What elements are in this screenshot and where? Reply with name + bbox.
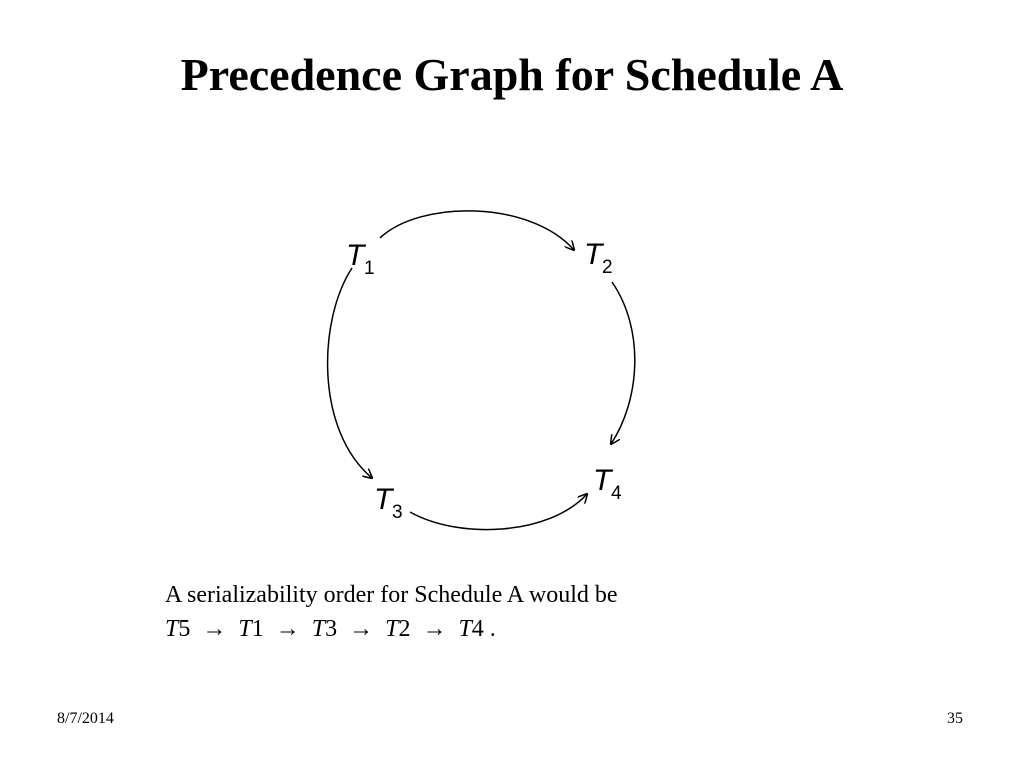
node-t4-letter: T <box>593 464 612 497</box>
edge-t1-t2 <box>380 211 574 250</box>
slide-page-number: 35 <box>947 710 963 727</box>
node-t3-subscript: 3 <box>392 502 403 523</box>
node-t3 <box>374 483 403 523</box>
node-t2-subscript: 2 <box>602 257 613 278</box>
edge-t1-t3 <box>328 268 372 478</box>
order-arrow-icon: → <box>275 616 300 642</box>
serializability-order <box>165 612 618 646</box>
order-item-letter: T <box>458 616 472 642</box>
slide-title: Precedence Graph for Schedule A <box>180 49 844 100</box>
order-end-period: . <box>489 616 496 642</box>
node-t1-subscript: 1 <box>364 258 375 279</box>
slide-date: 8/7/2014 <box>57 710 114 727</box>
node-t2-letter: T <box>584 238 603 271</box>
order-arrow-icon: → <box>349 616 374 642</box>
order-item-number: 1 <box>251 616 264 642</box>
node-t3-letter: T <box>374 483 393 516</box>
node-t2 <box>584 238 613 278</box>
node-t4-subscript: 4 <box>611 483 622 504</box>
node-t1-letter: T <box>346 239 365 272</box>
serializability-caption <box>165 578 618 646</box>
order-item-letter: T <box>311 616 326 642</box>
order-arrow-icon: → <box>202 616 227 642</box>
order-item-number: 3 <box>325 616 338 642</box>
order-item-number: 5 <box>178 616 191 642</box>
edge-t2-t4 <box>611 282 635 444</box>
node-t4 <box>593 464 622 504</box>
order-item-letter: T <box>165 616 179 642</box>
order-arrow-icon: → <box>422 616 447 642</box>
order-item-letter: T <box>385 616 399 642</box>
order-item-number: 2 <box>398 616 411 642</box>
caption-line-1: A serializability order for Schedule A would be <box>165 582 618 608</box>
order-item-letter: T <box>238 616 252 642</box>
node-t1 <box>346 239 375 279</box>
edge-t3-t4 <box>410 494 587 530</box>
order-item-number: 4 <box>471 616 484 642</box>
